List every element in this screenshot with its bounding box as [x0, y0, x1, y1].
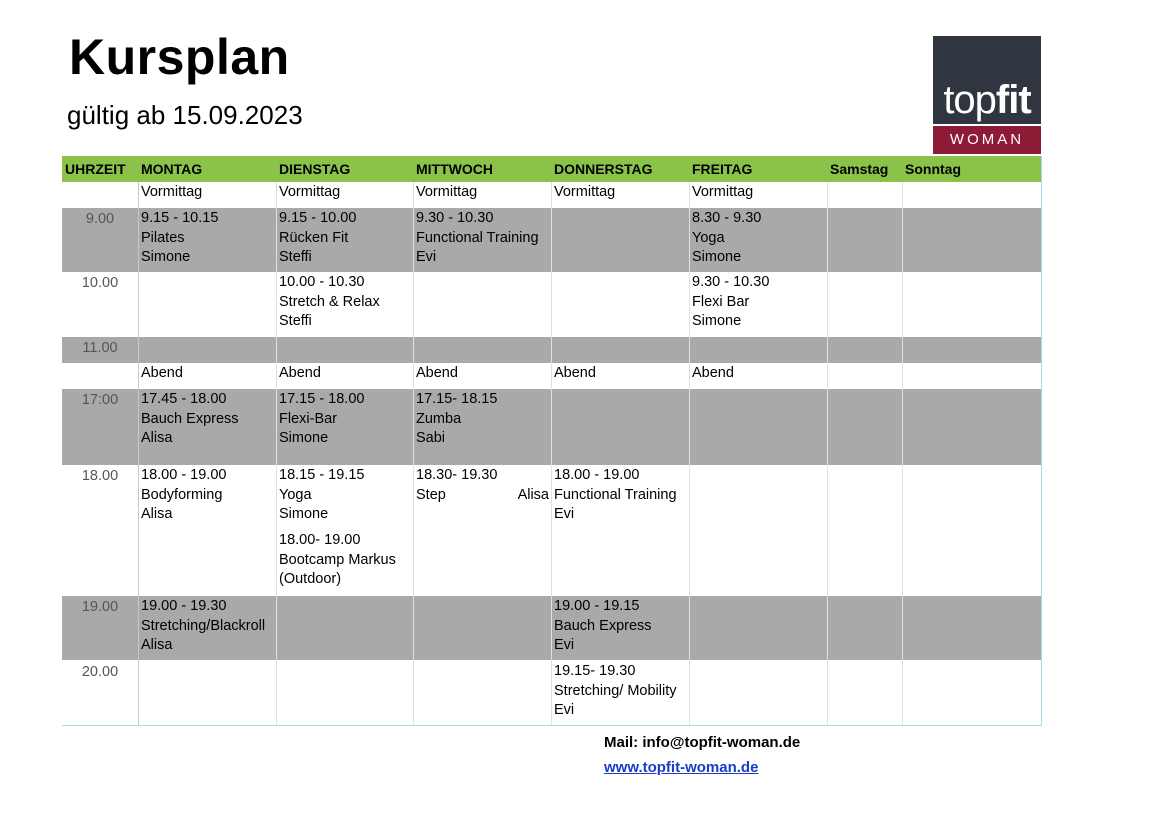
table-bottom-border [62, 725, 1042, 726]
schedule-table [62, 156, 1042, 726]
contact-mail: Mail: info@topfit-woman.de [604, 734, 801, 751]
valid-from-subtitle: gültig ab 15.09.2023 [67, 100, 303, 130]
course-entry: 9.15 - 10.15 Pilates Simone [141, 210, 219, 265]
course-entry: 10.00 - 10.30 Stretch & Relax Steffi [279, 274, 380, 329]
column-divider [551, 182, 552, 725]
section-label-abend: Abend [416, 365, 458, 381]
course-entry: 9.15 - 10.00 Rücken Fit Steffi [279, 210, 357, 265]
header-freitag: FREITAG [689, 156, 827, 182]
table-right-border [1041, 156, 1042, 726]
course-entry: 18.00- 19.00 Bootcamp Markus (Outdoor) [279, 532, 396, 587]
time-label: 9.00 [85, 211, 115, 227]
logo-wordmark [933, 78, 1041, 122]
page-title: Kursplan [69, 29, 290, 85]
column-divider [827, 182, 828, 725]
time-label: 20.00 [81, 664, 119, 680]
column-divider [138, 182, 139, 725]
course-entry: 18.00 - 19.00 Bodyforming Alisa [141, 467, 227, 522]
header-uhrzeit: UHRZEIT [62, 156, 138, 182]
course-entry: 9.30 - 10.30 Functional Training Evi [416, 210, 539, 265]
section-label-abend: Abend [279, 365, 321, 381]
course-entry: 18.00 - 19.00 Functional Training Evi [554, 467, 677, 522]
section-label-abend: Abend [554, 365, 596, 381]
time-label: 18.00 [81, 468, 119, 484]
course-entry: 9.30 - 10.30 Flexi Bar Simone [692, 274, 770, 329]
time-label: 19.00 [81, 599, 119, 615]
course-entry: 19.00 - 19.15 Bauch Express Evi [554, 598, 652, 653]
section-label-abend: Abend [692, 365, 734, 381]
course-entry: 17.15 - 18.00 Flexi-Bar Simone [279, 391, 365, 446]
course-entry: 17.45 - 18.00 Bauch Express Alisa [141, 391, 239, 446]
section-label-vormittag: Vormittag [141, 184, 203, 200]
header-donnerstag: DONNERSTAG [551, 156, 689, 182]
course-entry: 17.15- 18.15 Zumba Sabi [416, 391, 498, 446]
logo-tagline: WOMAN [933, 126, 1041, 154]
section-label-vormittag: Vormittag [692, 184, 754, 200]
column-divider [902, 182, 903, 725]
header-samstag: Samstag [827, 156, 902, 182]
course-time: 18.30- 19.30 [416, 467, 498, 483]
column-divider [689, 182, 690, 725]
header-sonntag: Sonntag [902, 156, 1042, 182]
section-label-vormittag: Vormittag [554, 184, 616, 200]
course-entry: 19.15- 19.30 Stretching/ Mobility Evi [554, 663, 677, 718]
course-entry: 8.30 - 9.30 Yoga Simone [692, 210, 762, 265]
section-label-abend: Abend [141, 365, 183, 381]
topfit-woman-logo [933, 36, 1041, 154]
logo-word-top: top [943, 78, 996, 122]
course-entry: 18.15 - 19.15 Yoga Simone [279, 467, 365, 522]
logo-word-fit: fit [995, 78, 1031, 122]
course-entry-step [413, 465, 551, 505]
table-row-bg [62, 337, 1042, 363]
section-label-vormittag: Vormittag [279, 184, 341, 200]
course-trainer: Alisa [517, 486, 549, 503]
header-montag: MONTAG [138, 156, 276, 182]
section-label-vormittag: Vormittag [416, 184, 478, 200]
website-link[interactable]: www.topfit-woman.de [604, 759, 759, 776]
header-dienstag: DIENSTAG [276, 156, 413, 182]
column-divider [413, 182, 414, 725]
course-entry: 19.00 - 19.30 Stretching/Blackroll Alisa [141, 598, 266, 653]
time-label: 11.00 [82, 340, 118, 356]
header-mittwoch: MITTWOCH [413, 156, 551, 182]
time-label: 10.00 [81, 275, 119, 291]
time-label: 17:00 [81, 392, 119, 408]
course-name: Step [416, 486, 446, 503]
column-divider [276, 182, 277, 725]
